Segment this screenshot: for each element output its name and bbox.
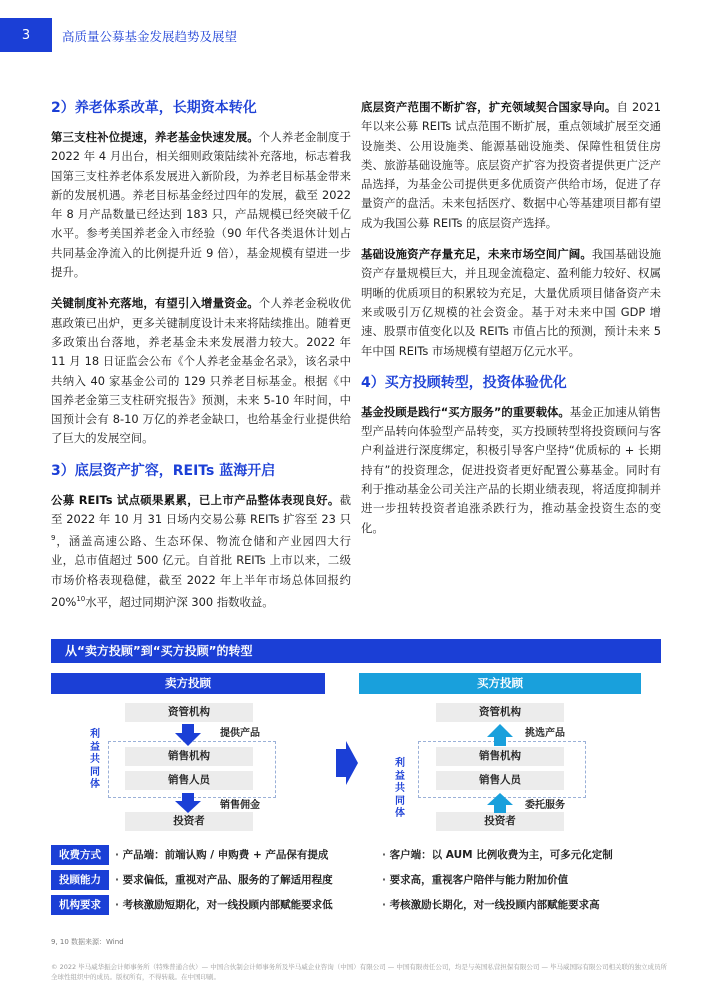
row-text: 要求高，重视客户陪伴与能力附加价值 xyxy=(389,874,569,886)
paragraph-lead: 底层资产范围不断扩容，扩充领域契合国家导向。 xyxy=(361,100,617,114)
row-right-ability: · 要求高，重视客户陪伴与能力附加价值 xyxy=(382,874,569,886)
row-label-org: 机构要求 xyxy=(51,895,109,915)
row-label-ability: 投顾能力 xyxy=(51,870,109,890)
interest-community-label xyxy=(88,729,102,792)
row-text: 产品端：前端认购 / 申购费 + 产品保有提成 xyxy=(122,849,329,861)
paragraph-text: 个人养老金制度于 2022 年 4 月出台，相关细则政策陆续补充落地，标志着我国第三支柱养老体系发展进入新阶段，为养老目标基金带来新的发展机遇。养老目标基金经过四年的发展，截至 2022 年 8 月产品数量已经达到 183 只，产品规模已经突破千亿水平。参考美国养老金入市经验（90 年代各类退休计划占共同基金净流入的比例提升近 9 倍），基金规模有望进一步提升。 xyxy=(51,130,351,280)
side-char: 益 xyxy=(90,741,100,753)
investor-box: 投资者 xyxy=(436,812,564,831)
side-char: 同 xyxy=(90,766,100,778)
paragraph xyxy=(361,403,661,538)
entrust-service-label: 委托服务 xyxy=(525,800,565,811)
paragraph-text: 截至 2022 年 10 月 31 日场内交易公募 REITs 扩容至 23 只 xyxy=(51,492,351,527)
transition-arrow-icon xyxy=(336,741,358,785)
page-header xyxy=(0,0,710,52)
side-char: 体 xyxy=(90,779,100,790)
side-char: 共 xyxy=(395,783,405,794)
side-char: 同 xyxy=(395,795,405,807)
paragraph-text: 基金正加速从销售型产品转向体验型产品转变，买方投顾转型将投资顾问与客户利益进行深度绑定，积极引导客户坚持“优质标的 + 长期持有”的投资理念，促进投资者更好配置公募基金。同时有利于推动基金公司关注产品的长期业绩表现，将适度抑制并进一步扭转投资者追涨杀跌行为，推动基金投资生态的变化。 xyxy=(361,404,661,535)
header-title: 高质量公募基金发展趋势及展望 xyxy=(62,29,238,44)
sell-side-title: 卖方投顾 xyxy=(51,673,325,694)
page-number: 3 xyxy=(0,18,52,52)
row-right-org: · 考核激励长期化，对一线投顾内部赋能要求高 xyxy=(382,899,600,911)
row-text: 考核激励长期化，对一线投顾内部赋能要求高 xyxy=(389,899,600,911)
row-text: 客户端：以 AUM 比例收费为主，可多元化定制 xyxy=(389,849,613,861)
row-left-fee: · 产品端：前端认购 / 申购费 + 产品保有提成 xyxy=(115,849,329,861)
up-arrow-icon xyxy=(487,724,513,746)
paragraph xyxy=(51,491,351,612)
left-column xyxy=(51,98,351,624)
section-title-4: 4）买方投顾转型，投资体验优化 xyxy=(361,374,567,391)
row-right-fee: · 客户端：以 AUM 比例收费为主，可多元化定制 xyxy=(382,849,613,861)
section-title-2: 2）养老体系改革，长期资本转化 xyxy=(51,100,257,116)
row-label-fee: 收费方式 xyxy=(51,845,109,865)
paragraph xyxy=(361,245,661,361)
select-products-label: 挑选产品 xyxy=(525,728,565,739)
side-char: 共 xyxy=(90,754,100,765)
side-char: 利 xyxy=(90,729,100,740)
paragraph-text: 自 2021 年以来公募 REITs 试点范围不断扩展，重点领域扩展至交通设施类、公用设施类、能源基础设施类、保障性租赁住房类、旅游基础设施等。底层资产扩容为投资者提供更广泛产品选择，为基金公司提供更多优质资产供给市场，促进了存量资产的盘活。未来包括医疗、数据中心等基建项目都有望成为我国公募 REITs 的底层资产选择。 xyxy=(361,100,661,230)
paragraph-text: ，涵盖高速公路、生态环保、物流仓储和产业园四大行业，总市值超过 500 亿元。自首批 REITs 上市以来，二级市场价格表现稳健，截至 2022 年上半年市场总体回报约 20% xyxy=(51,534,351,609)
sales-person-box: 销售人员 xyxy=(125,771,253,790)
footer-copyright: © 2022 毕马威华振会计师事务所（特殊普通合伙）— 中国合伙制会计师事务所及毕马威企业咨询（中国）有限公司 — 中国有限责任公司，均是与英国私营担保有限公司 — 毕马威国际有限公司相关联的独立成员所全球性组织中的成员。版权所有，不得转载。在中国印刷。 xyxy=(51,963,668,981)
side-char: 体 xyxy=(395,808,405,819)
paragraph xyxy=(51,294,351,448)
source-note: 9, 10 数据来源：Wind xyxy=(51,938,124,946)
footnote-ref: 10 xyxy=(76,595,86,604)
diagram-banner: 从“卖方投顾”到“买方投顾”的转型 xyxy=(51,639,661,663)
row-left-ability: · 要求偏低，重视对产品、服务的了解适用程度 xyxy=(115,874,333,886)
side-char: 益 xyxy=(395,770,405,782)
asset-manager-box: 资管机构 xyxy=(125,703,253,722)
provide-products-label: 提供产品 xyxy=(220,728,260,739)
paragraph-lead: 基础设施资产存量充足，未来市场空间广阔。 xyxy=(361,247,592,262)
paragraph-lead: 基金投顾是践行“买方服务”的重要载体。 xyxy=(361,404,570,419)
sales-person-box: 销售人员 xyxy=(436,771,564,790)
row-left-org: · 考核激励短期化，对一线投顾内部赋能要求低 xyxy=(115,899,333,911)
down-arrow-icon xyxy=(175,724,201,746)
paragraph-lead: 第三支柱补位提速，养老基金快速发展。 xyxy=(51,130,259,144)
sales-org-box: 销售机构 xyxy=(436,747,564,766)
paragraph-text: 个人养老金税收优惠政策已出炉，更多关键制度设计未来将陆续推出。随着更多政策出台落地，养老基金未来发展潜力较大。2022 年 11 月 18 日证监会公布《个人养老金基金名录》，该名录中共纳入 40 家基金公司的 129 只养老目标基金。根据《中国养老金第三支柱研究报告》预测，未来 5-10 年时间，中国预计会有 8-10 万亿的养老金缺口，也给基金行业提供给了巨大的发展空间。 xyxy=(51,296,351,446)
section-title-3: 3）底层资产扩容，REITs 蓝海开启 xyxy=(51,462,276,479)
paragraph-text: 我国基础设施资产存量规模巨大，并且现金流稳定、盈利能力较好、权属明晰的优质项目的积累较为充足，大量优质项目储备资产未来或吸引万亿规模的社会资金。基于对未来中国 GDP 增速、股票市值变化以及 REITs 市值占比的预测，预计未来 5 年中国 REITs 市场规模有望超万亿元水平。 xyxy=(361,247,661,358)
down-arrow-icon xyxy=(175,793,201,813)
paragraph-text: 水平，超过同期沪深 300 指数收益。 xyxy=(85,594,274,609)
paragraph-lead: 关键制度补充落地，有望引入增量资金。 xyxy=(51,296,259,311)
paragraph-lead: 公募 REITs 试点硕果累累，已上市产品整体表现良好。 xyxy=(51,492,340,507)
paragraph xyxy=(51,128,351,282)
sales-org-box: 销售机构 xyxy=(125,747,253,766)
side-char: 利 xyxy=(395,758,405,769)
interest-community-label xyxy=(393,758,407,821)
footnote-ref: 9 xyxy=(51,534,56,543)
buy-side-title: 买方投顾 xyxy=(359,673,641,694)
investor-box: 投资者 xyxy=(125,812,253,831)
row-text: 考核激励短期化，对一线投顾内部赋能要求低 xyxy=(122,899,333,911)
row-text: 要求偏低，重视对产品、服务的了解适用程度 xyxy=(122,874,333,886)
right-column xyxy=(361,98,661,550)
asset-manager-box: 资管机构 xyxy=(436,703,564,722)
paragraph xyxy=(361,98,661,233)
sales-commission-label: 销售佣金 xyxy=(220,800,260,811)
up-arrow-icon xyxy=(487,793,513,813)
